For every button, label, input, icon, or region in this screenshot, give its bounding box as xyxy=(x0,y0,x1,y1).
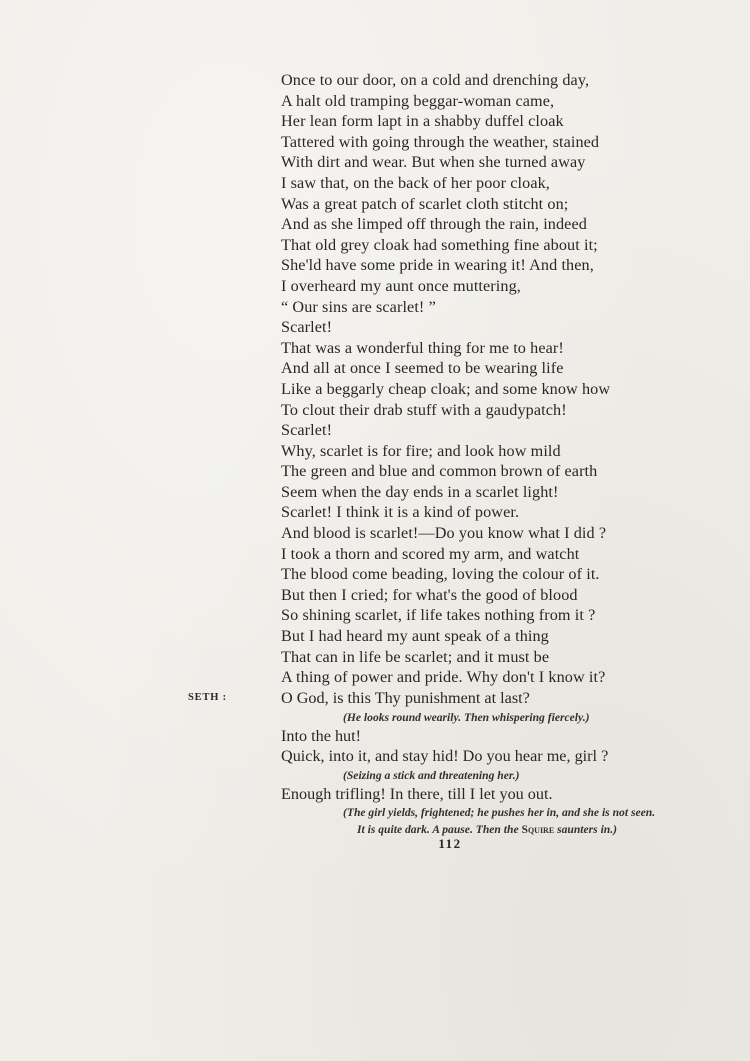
dialogue-block xyxy=(281,688,731,838)
stage-text: It is quite dark. A pause. Then the xyxy=(357,823,522,837)
dialogue-line: Quick, into it, and stay hid! Do you hear me, girl ? xyxy=(281,747,609,766)
poem-line: “ Our sins are scarlet! ” xyxy=(281,297,436,316)
poem-line: That can in life be scarlet; and it must be xyxy=(281,647,550,666)
poem-line: And all at once I seemed to be wearing life xyxy=(281,359,564,378)
poem-line: Was a great patch of scarlet cloth stitcht on; xyxy=(281,194,569,213)
poem-line: I took a thorn and scored my arm, and watcht xyxy=(281,544,580,563)
poem-line: Scarlet! xyxy=(281,318,333,337)
poem-line: And blood is scarlet!—Do you know what I did ? xyxy=(281,524,607,543)
poem-line: Like a beggarly cheap cloak; and some know how xyxy=(281,379,611,398)
poem-line: A halt old tramping beggar-woman came, xyxy=(281,91,555,110)
page-number: 112 xyxy=(438,836,462,851)
dialogue-line: Into the hut! xyxy=(281,726,362,745)
poem-line: That old grey cloak had something fine about it; xyxy=(281,235,598,254)
poem-line: Scarlet! xyxy=(281,421,333,440)
poem-line: She'ld have some pride in wearing it! And then, xyxy=(281,256,594,275)
poem-line: But I had heard my aunt speak of a thing xyxy=(281,627,549,646)
poem-line: Why, scarlet is for fire; and look how mild xyxy=(281,441,561,460)
stage-direction: (The girl yields, frightened; he pushes her in, and she is not seen. xyxy=(343,806,656,820)
poem-line: I overheard my aunt once muttering, xyxy=(281,276,521,295)
poem-line: To clout their drab stuff with a gaudypatch! xyxy=(281,400,567,419)
poem-line: Once to our door, on a cold and drenching day, xyxy=(281,71,590,89)
dialogue-line: O God, is this Thy punishment at last? xyxy=(281,689,530,707)
poem-line: The green and blue and common brown of earth xyxy=(281,462,598,481)
dialogue-line: Enough trifling! In there, till I let you out. xyxy=(281,784,553,803)
stage-direction: (He looks round wearily. Then whispering fiercely.) xyxy=(343,710,590,724)
poem-line: Tattered with going through the weather, stained xyxy=(281,132,600,151)
poem-line: A thing of power and pride. Why don't I know it? xyxy=(281,668,606,687)
poem-line: Her lean form lapt in a shabby duffel cloak xyxy=(281,112,564,131)
poem-block xyxy=(281,70,721,688)
stage-text: saunters in.) xyxy=(554,823,618,837)
poem-line: So shining scarlet, if life takes nothing from it ? xyxy=(281,606,596,625)
character-name: Squire xyxy=(521,823,555,837)
poem-line: But then I cried; for what's the good of blood xyxy=(281,585,578,604)
poem-line: With dirt and wear. But when she turned away xyxy=(281,153,586,172)
poem-line: That was a wonderful thing for me to hear! xyxy=(281,338,564,357)
stage-direction: (Seizing a stick and threatening her.) xyxy=(343,768,520,782)
poem-line: And as she limped off through the rain, indeed xyxy=(281,215,587,234)
poem-line: Scarlet! I think it is a kind of power. xyxy=(281,503,520,522)
speaker-label: SETH : xyxy=(188,692,227,703)
poem-line: Seem when the day ends in a scarlet light! xyxy=(281,482,559,501)
poem-line: The blood come beading, loving the colour of it. xyxy=(281,565,600,584)
poem-line: I saw that, on the back of her poor cloak, xyxy=(281,173,550,192)
